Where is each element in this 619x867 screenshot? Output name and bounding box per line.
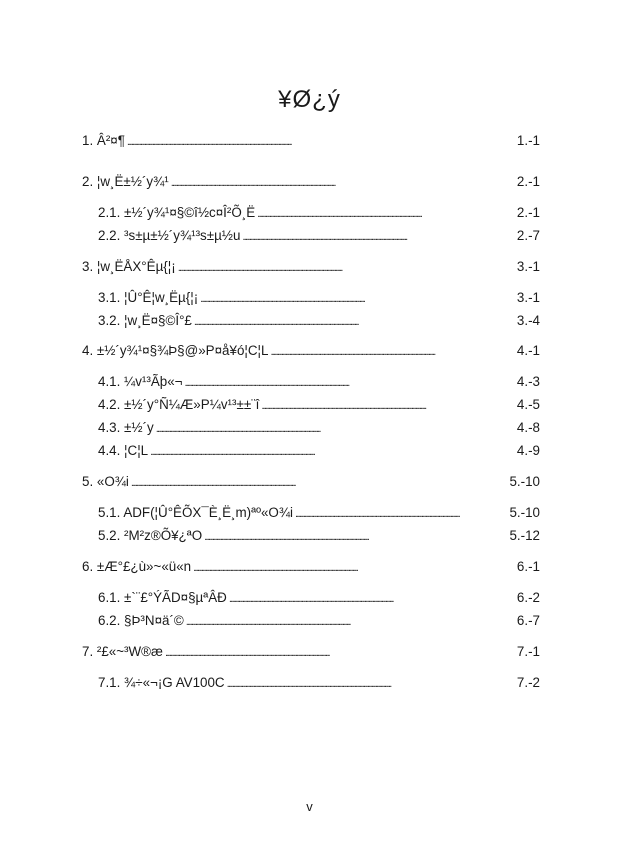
toc-entry-page: 7.-2: [516, 675, 540, 690]
toc-entry-label: 1. Â²¤¶: [82, 133, 125, 148]
toc-entry-page: 1.-1: [516, 133, 540, 148]
dot-leader: [261, 398, 514, 414]
toc-entry-4-3[interactable]: [98, 420, 540, 437]
toc-entry-label: 7. ²£«~³W®æ: [82, 644, 163, 659]
toc-entry-label: 6.1. ±`¨£°ÝÃD¤§µªÂÐ: [98, 590, 227, 605]
toc-entry-label: 3.1. ¦Û°Ê¦w¸Ëµ{¦¡: [98, 290, 199, 305]
toc-entry-page: 2.-1: [516, 174, 540, 189]
toc-entry-2-1[interactable]: [98, 205, 540, 222]
toc-entry-page: 5.-10: [509, 474, 540, 489]
toc-entry-label: 6.2. §Þ³N¤ä´©: [98, 613, 184, 628]
toc-entry-2[interactable]: [82, 174, 540, 191]
toc-entry-label: 5.1. ADF(¦Û°ÊÕX¯È¸Ë¸m)ªº«O¾i: [98, 505, 293, 520]
dot-leader: [178, 260, 514, 276]
toc-entry-label: 4.3. ±½´y: [98, 420, 154, 435]
dot-leader: [193, 560, 514, 576]
dot-leader: [127, 134, 514, 150]
toc-entry-3-1[interactable]: [98, 290, 540, 307]
toc-entry-page: 3.-4: [516, 313, 540, 328]
dot-leader: [165, 645, 514, 661]
dot-leader: [194, 314, 514, 330]
dot-leader: [150, 444, 514, 460]
dot-leader: [229, 591, 514, 607]
toc-entry-label: 5.2. ²M²z®Õ¥¿ªO: [98, 528, 203, 543]
toc-entry-5-2[interactable]: [98, 528, 540, 545]
toc-entry-page: 4.-8: [516, 420, 540, 435]
dot-leader: [270, 344, 513, 360]
toc-entry-4[interactable]: [82, 343, 540, 360]
toc-entry-3-2[interactable]: [98, 313, 540, 330]
toc-entry-page: 4.-3: [516, 374, 540, 389]
toc-entry-page: 5.-12: [509, 528, 540, 543]
toc-entry-page: 4.-1: [516, 343, 540, 358]
dot-leader: [171, 175, 514, 191]
toc-entry-label: 2.1. ±½´y¾¹¤§©î½c¤Î²Õ¸Ë: [98, 205, 256, 220]
dot-leader: [156, 421, 514, 437]
toc-entry-5[interactable]: [82, 474, 540, 491]
toc-entry-page: 2.-1: [516, 205, 540, 220]
dot-leader: [131, 475, 507, 491]
toc-entry-label: 3.2. ¦w¸Ë¤§©Î°£: [98, 313, 192, 328]
toc-entry-label: 6. ±Æ°£¿ù»~«ü«n: [82, 559, 192, 574]
toc-entry-page: 3.-1: [516, 290, 540, 305]
toc-entry-label: 2. ¦w¸Ë±½´y¾¹: [82, 174, 169, 189]
toc-entry-page: 5.-10: [509, 505, 540, 520]
dot-leader: [227, 676, 514, 692]
toc-entry-label: 7.1. ¾÷«¬¡G AV100C: [98, 675, 225, 690]
toc-entry-4-2[interactable]: [98, 397, 540, 414]
dot-leader: [295, 506, 506, 522]
toc-entry-page: 4.-9: [516, 443, 540, 458]
dot-leader: [242, 229, 514, 245]
toc-entry-6-1[interactable]: [98, 590, 540, 607]
toc-entry-page: 7.-1: [516, 644, 540, 659]
dot-leader: [200, 291, 514, 307]
toc-entry-label: 2.2. ³s±µ±½´y¾¹³s±µ½u: [98, 228, 241, 243]
toc-entry-page: 4.-5: [516, 397, 540, 412]
toc-entry-2-2[interactable]: [98, 228, 540, 245]
toc-entry-page: 3.-1: [516, 259, 540, 274]
toc-entry-7-1[interactable]: [98, 675, 540, 692]
toc-entry-label: 4.2. ±½´y°Ñ¼Æ»P¼v¹³±±¨î: [98, 397, 260, 412]
toc-entry-5-1[interactable]: [98, 505, 540, 522]
dot-leader: [204, 529, 506, 545]
toc-entry-page: 2.-7: [516, 228, 540, 243]
toc-entry-label: 4.1. ¼v¹³Ãþ«¬: [98, 374, 183, 389]
toc-entry-7[interactable]: [82, 644, 540, 661]
toc-entry-1[interactable]: [82, 133, 540, 150]
toc-entry-label: 4.4. ¦C¦L: [98, 443, 149, 458]
toc-entry-6-2[interactable]: [98, 613, 540, 630]
toc-entry-page: 6.-7: [516, 613, 540, 628]
page-title: ¥Ø¿ý: [278, 86, 341, 113]
toc-entry-4-1[interactable]: [98, 374, 540, 391]
toc-entry-3[interactable]: [82, 259, 540, 276]
dot-leader: [257, 206, 514, 222]
toc-entry-label: 5. «O¾i: [82, 474, 129, 489]
dot-leader: [184, 375, 513, 391]
toc-entry-page: 6.-2: [516, 590, 540, 605]
dot-leader: [186, 614, 514, 630]
page-number: v: [306, 799, 313, 814]
toc-entry-6[interactable]: [82, 559, 540, 576]
toc-entry-label: 3. ¦w¸ËÅX°Êµ{¦¡: [82, 259, 176, 274]
toc-entry-page: 6.-1: [516, 559, 540, 574]
toc-entry-4-4[interactable]: [98, 443, 540, 460]
toc-entry-label: 4. ±½´y¾¹¤§¾Þ§@»P¤å¥ó¦C¦L: [82, 343, 269, 358]
